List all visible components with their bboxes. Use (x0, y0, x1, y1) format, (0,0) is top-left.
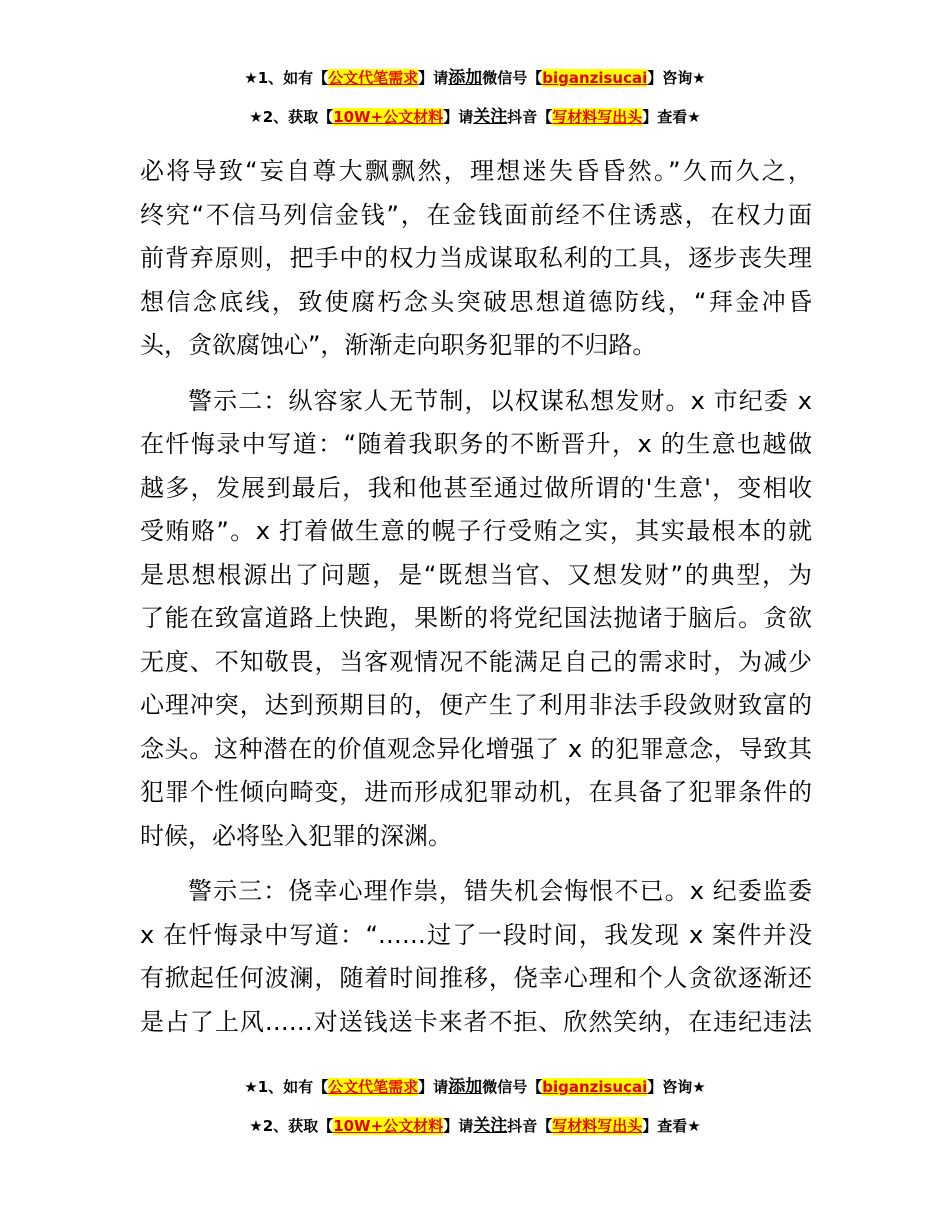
paragraph-3 (140, 870, 812, 1044)
text-line: 犯罪个性倾向畸变，进而形成犯罪动机，在具备了犯罪条件的 (140, 778, 812, 806)
promo-text: 抖音【 (507, 108, 553, 126)
promo-text: ★2、获取【 (249, 1117, 334, 1135)
text-line: 警示二：纵容家人无节制，以权谋私想发财。x 市纪委 x (188, 386, 812, 415)
text-line: 在忏悔录中写道：“随着我职务的不断晋升，x 的生意也越做 (140, 430, 812, 458)
promo-text: ★2、获取【 (249, 108, 334, 126)
promo-highlight-service: 公文代笔需求 (328, 69, 419, 87)
promo-highlight-douyin: 写材料写出头 (552, 108, 643, 126)
text-line: 是思想根源出了问题，是“既想当官、又想发财”的典型，为 (140, 560, 812, 589)
promo-text: 】查看★ (642, 1117, 701, 1135)
text-line: 必将导致“妄自尊大飘飘然，理想迷失昏昏然。”久而久之， (140, 157, 812, 185)
promo-highlight-douyin: 写材料写出头 (552, 1117, 643, 1135)
promo-emphasis-add: 添加 (448, 1077, 483, 1097)
text-line: 越多，发展到最后，我和他甚至通过做所谓的'生意'，变相收 (140, 473, 812, 502)
promo-emphasis-follow: 关注 (473, 107, 508, 127)
text-line: 终究“不信马列信金钱”，在金钱面前经不住诱惑，在权力面 (140, 200, 812, 229)
footer-promo-line-2 (0, 1115, 950, 1137)
promo-emphasis-follow: 关注 (473, 1116, 508, 1136)
text-line: 念头。这种潜在的价值观念异化增强了 x 的犯罪意念，导致其 (140, 734, 812, 763)
text-line: 是占了上风……对送钱送卡来者不拒、欣然笑纳，在违纪违法 (140, 1007, 812, 1036)
promo-text: ★1、如有【 (244, 1078, 329, 1096)
promo-highlight-materials: 10W+公文材料 (333, 1117, 444, 1135)
paragraph-2 (140, 380, 812, 859)
promo-text: 】咨询★ (647, 69, 706, 87)
text-line: 头，贪欲腐蚀心”，渐渐走向职务犯罪的不归路。 (140, 331, 657, 359)
paragraph-1 (140, 150, 812, 368)
text-line: 受贿赂”。x 打着做生意的幌子行受贿之实，其实最根本的就 (140, 517, 812, 545)
footer-promo-line-1 (0, 1076, 950, 1098)
text-line: 心理冲突，达到预期目的，便产生了利用非法手段敛财致富的 (140, 691, 812, 719)
header-promo-line-2 (0, 106, 950, 128)
promo-text: 】查看★ (642, 108, 701, 126)
text-line: 警示三：侥幸心理作祟，错失机会悔恨不已。x 纪委监委 (188, 877, 812, 905)
promo-highlight-service: 公文代笔需求 (328, 1078, 419, 1096)
document-body (140, 150, 812, 1056)
text-line: 无度、不知敬畏，当客观情况不能满足自己的需求时，为减少 (140, 647, 812, 676)
promo-text: ★1、如有【 (244, 69, 329, 87)
promo-emphasis-add: 添加 (448, 68, 483, 88)
text-line: 想信念底线，致使腐朽念头突破思想道德防线，“拜金冲昏 (140, 287, 812, 316)
text-line: 时候，必将坠入犯罪的深渊。 (140, 821, 452, 850)
text-line: 有掀起任何波澜，随着时间推移，侥幸心理和个人贪欲逐渐还 (140, 964, 812, 992)
promo-text: 】请 (443, 1117, 474, 1135)
promo-text: 】请 (443, 108, 474, 126)
promo-highlight-wechat-id: biganzisucai (542, 1078, 648, 1096)
promo-text: 】咨询★ (647, 1078, 706, 1096)
text-line: 了能在致富道路上快跑，果断的将党纪国法抛诸于脑后。贪欲 (140, 604, 812, 632)
promo-highlight-wechat-id: biganzisucai (542, 69, 648, 87)
promo-text: 】请 (418, 69, 449, 87)
text-line: 前背弃原则，把手中的权力当成谋取私利的工具，逐步丧失理 (140, 244, 812, 272)
text-line: x 在忏悔录中写道：“……过了一段时间，我发现 x 案件并没 (140, 920, 812, 949)
header-promo-line-1 (0, 67, 950, 89)
promo-text: 】请 (418, 1078, 449, 1096)
promo-text: 抖音【 (507, 1117, 553, 1135)
promo-highlight-materials: 10W+公文材料 (333, 108, 444, 126)
promo-text: 微信号【 (482, 69, 543, 87)
promo-text: 微信号【 (482, 1078, 543, 1096)
